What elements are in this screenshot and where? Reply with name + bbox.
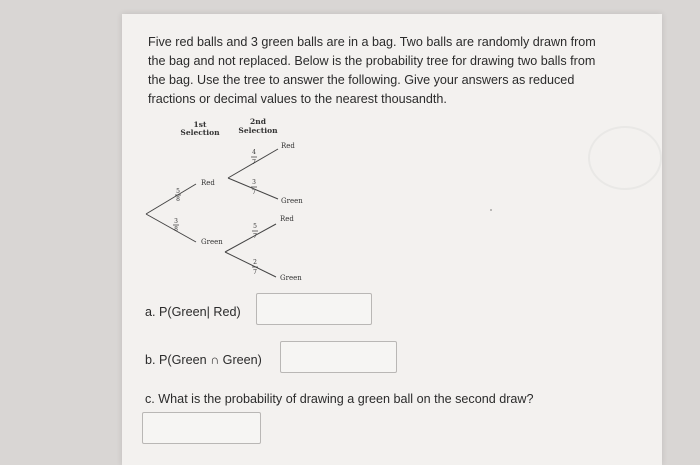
p-gr-den: 7 [253,233,257,240]
branch-green-red [225,224,276,252]
p-gg-num: 2 [253,259,257,266]
problem-line-4: fractions or decimal values to the nearest thousandth. [148,92,447,106]
header-2nd-line2: Selection [238,126,278,135]
problem-line-1: Five red balls and 3 green balls are in a bag. Two balls are randomly drawn from [148,35,596,49]
problem-line-2: the bag and not replaced. Below is the probability tree for drawing two balls from [148,54,596,68]
answer-b-input[interactable] [280,341,397,373]
label-rg: Green [281,197,303,205]
p-green-first-den: 8 [174,226,178,233]
answer-c-input[interactable] [142,412,261,444]
label-gr: Red [280,215,294,223]
answer-a-input[interactable] [256,293,372,325]
header-1st-line1: 1st [193,120,207,129]
p-rg-den: 7 [252,189,256,196]
question-b: b. P(Green ∩ Green) [145,353,262,367]
header-2nd-line1: 2nd [250,117,266,126]
label-first-green: Green [201,238,223,246]
p-gr-num: 5 [253,223,257,230]
p-gg-den: 7 [253,269,257,276]
branch-first-green [146,214,196,242]
branch-first-red [146,184,196,214]
header-1st-line2: Selection [180,128,220,137]
p-red-first-num: 5 [176,188,180,195]
question-c: c. What is the probability of drawing a green ball on the second draw? [145,392,534,406]
p-red-first-den: 8 [176,196,180,203]
p-green-first-num: 3 [174,218,178,225]
label-gg: Green [280,274,302,282]
label-first-red: Red [201,179,215,187]
p-rg-num: 3 [252,179,256,186]
branch-green-green [225,252,276,277]
question-a: a. P(Green| Red) [145,305,241,319]
label-rr: Red [281,142,295,150]
p-rr-num: 4 [252,149,256,156]
problem-line-3: the bag. Use the tree to answer the following. Give your answers as reduced [148,73,575,87]
p-rr-den: 7 [252,159,256,166]
